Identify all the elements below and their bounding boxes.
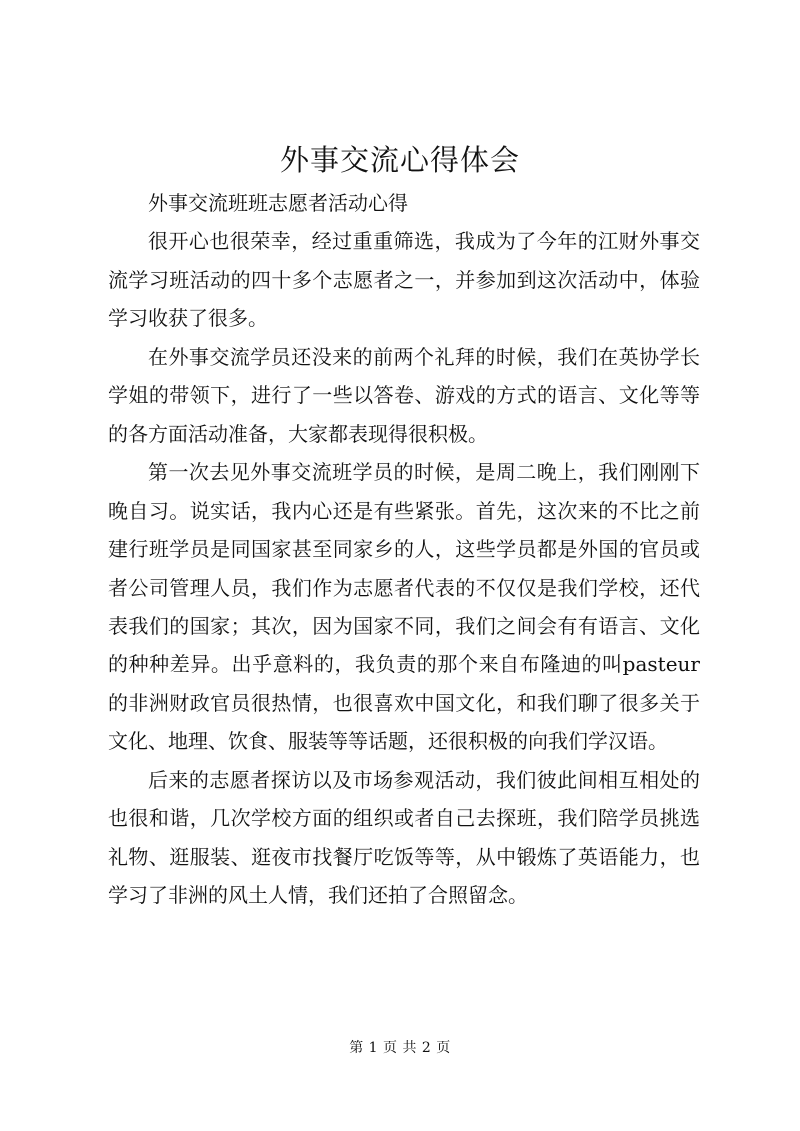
document-body [108,184,700,915]
body-paragraph: 很开心也很荣幸，经过重重筛选，我成为了今年的江财外事交流学习班活动的四十多个志愿者之一，并参加到这次活动中，体验学习收获了很多。 [108,229,700,331]
body-paragraph: 后来的志愿者探访以及市场参观活动，我们彼此间相互相处的也很和谐，几次学校方面的组织或者自己去探班，我们陪学员挑选礼物、逛服装、逛夜市找餐厅吃饭等等，从中锻炼了英语能力，也学习了非洲的风土人情，我们还拍了合照留念。 [108,767,700,908]
page-footer: 第 1 页 共 2 页 [349,1040,451,1056]
page-title: 外事交流心得体会 [279,143,520,177]
subtitle-paragraph: 外事交流班班志愿者活动心得 [148,191,408,215]
body-paragraph: 第一次去见外事交流班学员的时候，是周二晚上，我们刚刚下晚自习。说实话，我内心还是有些紧张。首先，这次来的不比之前建行班学员是同国家甚至同家乡的人，这些学员都是外国的官员或者公司管理人员，我们作为志愿者代表的不仅仅是我们学校，还代表我们的国家；其次，因为国家不同，我们之间会有有语言、文化的种种差异。出乎意料的，我负责的那个来自布隆迪的叫pasteur的非洲财政官员很热情，也很喜欢中国文化，和我们聊了很多关于文化、地理、饮食、服装等等话题，还很积极的向我们学汉语。 [108,460,700,754]
body-paragraph: 在外事交流学员还没来的前两个礼拜的时候，我们在英协学长学姐的带领下，进行了一些以答卷、游戏的方式的语言、文化等等的各方面活动准备，大家都表现得很积极。 [108,344,700,446]
